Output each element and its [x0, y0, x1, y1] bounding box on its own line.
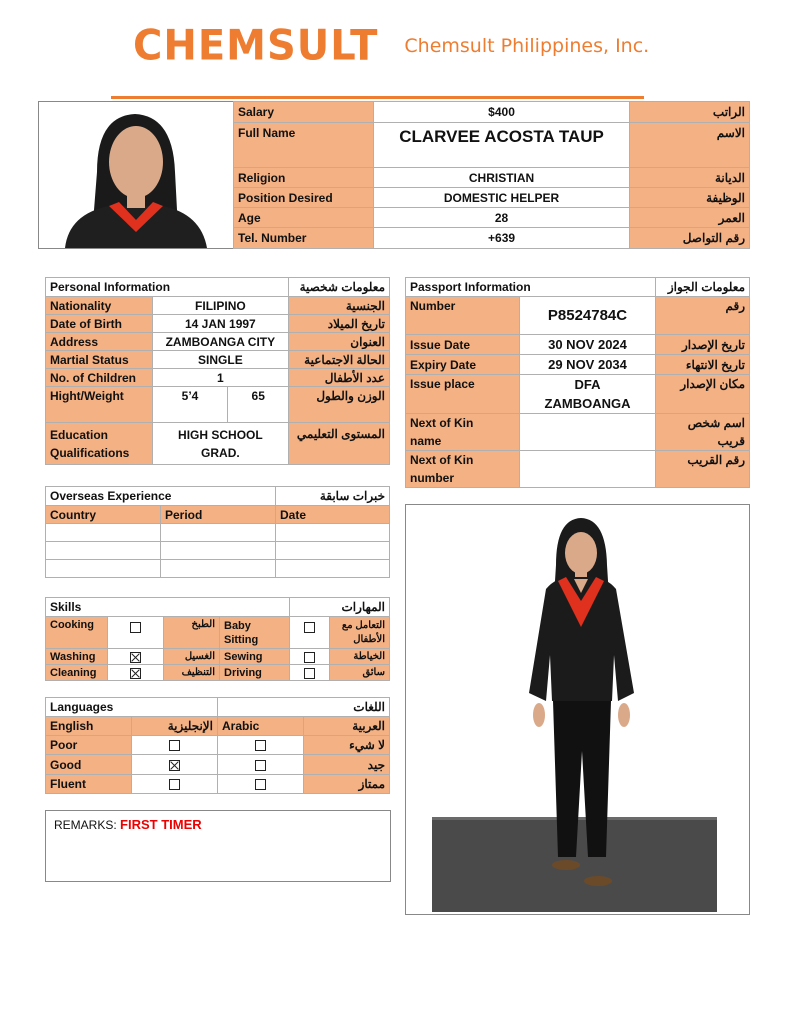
table-row: [46, 560, 390, 578]
height-value: 5’4: [152, 387, 228, 423]
marital-label-ar: الحالة الاجتماعية: [289, 351, 390, 369]
skill-driving-check[interactable]: [290, 665, 330, 681]
salary-label: Salary: [234, 102, 374, 123]
overseas-col-date: Date: [276, 506, 390, 524]
remarks-label: REMARKS:: [54, 818, 117, 832]
checkbox-icon[interactable]: [304, 668, 315, 679]
education-value: [152, 423, 288, 465]
languages-table: [45, 697, 390, 794]
education-value-2: GRAD.: [201, 445, 240, 460]
skill-cleaning-label-ar: التنظيف: [164, 665, 220, 681]
nationality-label: Nationality: [46, 297, 153, 315]
issue-place-value-2: ZAMBOANGA: [544, 396, 631, 411]
checkbox-icon[interactable]: [255, 740, 266, 751]
summary-table: [233, 101, 750, 249]
children-label-ar: عدد الأطفال: [289, 369, 390, 387]
passport-number-label-ar: رقم: [656, 297, 750, 335]
overseas-col-country: Country: [46, 506, 161, 524]
fullname-value: CLARVEE ACOSTA TAUP: [373, 123, 630, 168]
lang-arabic-label: Arabic: [218, 717, 304, 736]
skill-washing-label: Washing: [46, 649, 108, 665]
skill-baby-label: [220, 617, 290, 649]
lang-good-label-ar: جيد: [304, 755, 390, 775]
kin-number-label: [406, 451, 520, 488]
tel-value: +639: [373, 228, 630, 249]
age-label: Age: [234, 208, 374, 228]
issue-place-value-1: DFA: [574, 377, 601, 392]
passport-info-table: [405, 277, 750, 488]
skill-baby-label-ar-1: التعامل مع: [341, 619, 385, 631]
skill-cooking-label-ar: الطبخ: [164, 617, 220, 649]
dob-value: 14 JAN 1997: [152, 315, 288, 333]
religion-label-ar: الديانة: [630, 168, 750, 188]
headshot-frame: [38, 101, 234, 249]
weight-value: 65: [228, 387, 289, 423]
overseas-title-ar: خبرات سابقة: [276, 487, 390, 506]
kin-name-label-1: Next of Kin: [410, 416, 474, 430]
checkbox-icon[interactable]: [130, 622, 141, 633]
age-value: 28: [373, 208, 630, 228]
salary-value: $400: [373, 102, 630, 123]
address-label-ar: العنوان: [289, 333, 390, 351]
lang-english-good-check[interactable]: [132, 755, 218, 775]
lang-english-label-ar: الإنجليزية: [132, 717, 218, 736]
expiry-date-label-ar: تاريخ الانتهاء: [656, 355, 750, 375]
dob-label-ar: تاريخ الميلاد: [289, 315, 390, 333]
checked-checkbox-icon[interactable]: [130, 652, 141, 663]
skill-sewing-label-ar: الخياطة: [330, 649, 390, 665]
lang-good-label: Good: [46, 755, 132, 775]
checkbox-icon[interactable]: [169, 779, 180, 790]
company-name: Chemsult Philippines, Inc.: [404, 35, 650, 57]
lang-arabic-good-check[interactable]: [218, 755, 304, 775]
checkbox-icon[interactable]: [255, 760, 266, 771]
skills-title: Skills: [46, 598, 290, 617]
checkbox-icon[interactable]: [304, 652, 315, 663]
kin-number-label-ar: رقم القريب: [656, 451, 750, 488]
hw-label-ar: الوزن والطول: [289, 387, 390, 423]
religion-label: Religion: [234, 168, 374, 188]
skill-cooking-check[interactable]: [108, 617, 164, 649]
dob-label: Date of Birth: [46, 315, 153, 333]
remarks-box: [45, 810, 391, 882]
education-label: [46, 423, 153, 465]
languages-title-ar: اللغات: [218, 698, 390, 717]
skills-table: [45, 597, 390, 681]
nationality-label-ar: الجنسية: [289, 297, 390, 315]
overseas-col-period: Period: [161, 506, 276, 524]
lang-arabic-label-ar: العربية: [304, 717, 390, 736]
issue-place-label: Issue place: [406, 375, 520, 414]
kin-name-label: [406, 414, 520, 451]
kin-name-label-ar-1: اسم شخص: [687, 416, 745, 430]
kin-name-label-2: name: [410, 434, 442, 448]
issue-date-label-ar: تاريخ الإصدار: [656, 335, 750, 355]
cell: [276, 560, 390, 578]
address-label: Address: [46, 333, 153, 351]
headshot-photo: [39, 102, 233, 248]
kin-number-label-2: number: [410, 471, 455, 485]
overseas-experience-table: [45, 486, 390, 578]
marital-label: Martial Status: [46, 351, 153, 369]
remarks-value: FIRST TIMER: [120, 817, 202, 832]
table-row: [46, 542, 390, 560]
issue-place-label-ar: مكان الإصدار: [656, 375, 750, 414]
nationality-value: FILIPINO: [152, 297, 288, 315]
checkbox-icon[interactable]: [304, 622, 315, 633]
education-value-1: HIGH SCHOOL: [178, 427, 263, 442]
issue-place-value: [520, 375, 656, 414]
children-value: 1: [152, 369, 288, 387]
position-label-ar: الوظيفة: [630, 188, 750, 208]
position-value: DOMESTIC HELPER: [373, 188, 630, 208]
cell: [46, 542, 161, 560]
passport-number-label: Number: [406, 297, 520, 335]
passport-info-title-ar: معلومات الجواز: [656, 278, 750, 297]
expiry-date-label: Expiry Date: [406, 355, 520, 375]
skill-cleaning-check[interactable]: [108, 665, 164, 681]
cell: [161, 542, 276, 560]
skill-baby-check[interactable]: [290, 617, 330, 649]
skill-baby-label-ar-2: الأطفال: [353, 633, 385, 645]
skill-driving-label: Driving: [220, 665, 290, 681]
skill-washing-label-ar: الغسيل: [164, 649, 220, 665]
lang-arabic-fluent-check[interactable]: [218, 775, 304, 794]
languages-title: Languages: [46, 698, 218, 717]
kin-number-label-1: Next of Kin: [410, 453, 474, 467]
full-body-photo: [406, 505, 749, 914]
lang-poor-label: Poor: [46, 736, 132, 755]
checked-checkbox-icon[interactable]: [130, 668, 141, 679]
skill-baby-label-1: Baby: [224, 619, 251, 632]
skill-driving-label-ar: سائق: [330, 665, 390, 681]
overseas-title: Overseas Experience: [46, 487, 276, 506]
fullname-label: Full Name: [234, 123, 374, 168]
cell: [161, 560, 276, 578]
passport-number-value: P8524784C: [520, 297, 656, 335]
checkbox-icon[interactable]: [169, 740, 180, 751]
company-logo: [133, 21, 650, 71]
marital-value: SINGLE: [152, 351, 288, 369]
cell: [276, 524, 390, 542]
tel-label-ar: رقم التواصل: [630, 228, 750, 249]
skill-washing-check[interactable]: [108, 649, 164, 665]
children-label: No. of Children: [46, 369, 153, 387]
issue-date-label: Issue Date: [406, 335, 520, 355]
expiry-date-value: 29 NOV 2034: [520, 355, 656, 375]
religion-value: CHRISTIAN: [373, 168, 630, 188]
kin-name-label-ar: [656, 414, 750, 451]
skill-cooking-label: Cooking: [46, 617, 108, 649]
full-body-photo-frame: [405, 504, 750, 915]
lang-english-label: English: [46, 717, 132, 736]
lang-fluent-label: Fluent: [46, 775, 132, 794]
tel-label: Tel. Number: [234, 228, 374, 249]
personal-info-title-ar: معلومات شخصية: [289, 278, 390, 297]
education-label-ar: المستوى التعليمي: [289, 423, 390, 465]
skill-sewing-check[interactable]: [290, 649, 330, 665]
lang-english-poor-check[interactable]: [132, 736, 218, 755]
cell: [276, 542, 390, 560]
lang-poor-label-ar: لا شيء: [304, 736, 390, 755]
kin-name-label-ar-2: قريب: [717, 434, 745, 448]
position-label: Position Desired: [234, 188, 374, 208]
issue-date-value: 30 NOV 2024: [520, 335, 656, 355]
skill-baby-label-2: Sitting: [224, 633, 259, 646]
header-divider: [111, 96, 644, 99]
cell: [46, 560, 161, 578]
education-label-1: Education: [50, 427, 109, 442]
lang-fluent-label-ar: ممتاز: [304, 775, 390, 794]
kin-number-value: [520, 451, 656, 488]
skill-baby-label-ar: [330, 617, 390, 649]
cell: [46, 524, 161, 542]
table-row: [46, 524, 390, 542]
salary-label-ar: الراتب: [630, 102, 750, 123]
hw-label: Hight/Weight: [46, 387, 153, 423]
personal-info-table: [45, 277, 390, 465]
passport-info-title: Passport Information: [406, 278, 656, 297]
lang-arabic-poor-check[interactable]: [218, 736, 304, 755]
age-label-ar: العمر: [630, 208, 750, 228]
education-label-2: Qualifications: [50, 445, 130, 460]
skills-title-ar: المهارات: [290, 598, 390, 617]
fullname-label-ar: الاسم: [630, 123, 750, 168]
personal-info-title: Personal Information: [46, 278, 289, 297]
cell: [161, 524, 276, 542]
skill-cleaning-label: Cleaning: [46, 665, 108, 681]
lang-english-fluent-check[interactable]: [132, 775, 218, 794]
logo-wordmark: CHEMSULT: [133, 21, 379, 71]
skill-sewing-label: Sewing: [220, 649, 290, 665]
checked-checkbox-icon[interactable]: [169, 760, 180, 771]
kin-name-value: [520, 414, 656, 451]
address-value: ZAMBOANGA CITY: [152, 333, 288, 351]
checkbox-icon[interactable]: [255, 779, 266, 790]
